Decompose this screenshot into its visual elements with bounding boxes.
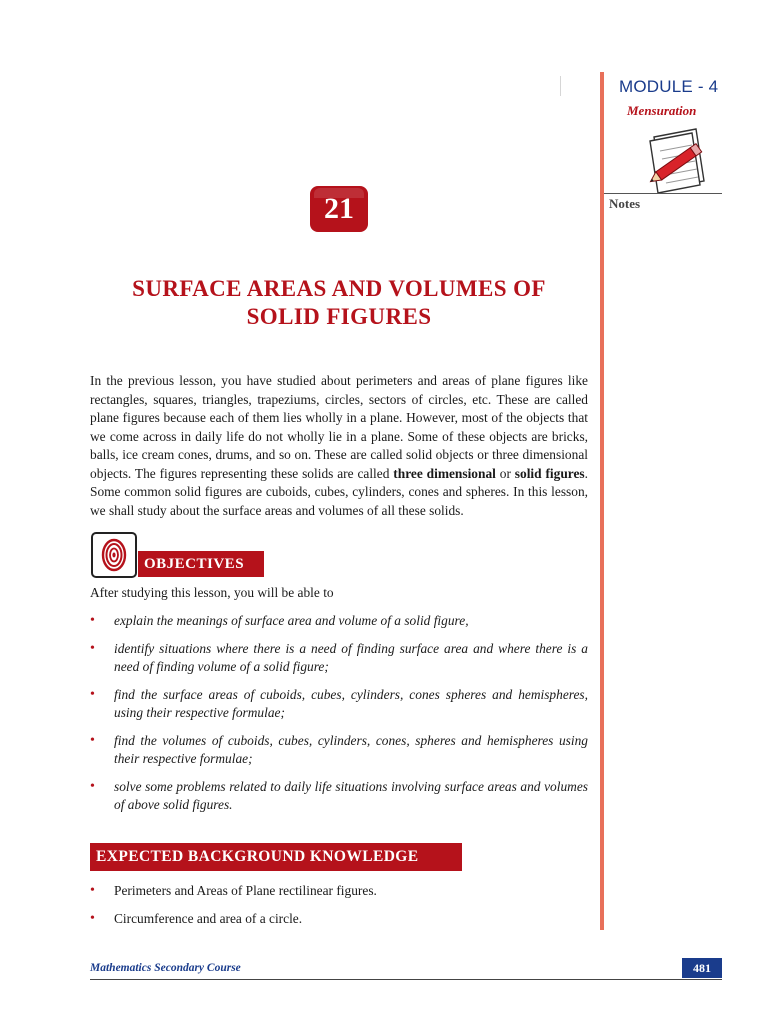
background-knowledge-list (90, 882, 588, 937)
chapter-title-line-1: SURFACE AREAS AND VOLUMES OF (132, 276, 546, 301)
subject-label: Mensuration (627, 103, 697, 118)
objectives-lead: After studying this lesson, you will be able to (90, 585, 334, 600)
notes-label: Notes (609, 196, 641, 211)
module-label: MODULE - 4 (619, 77, 719, 96)
header-tick-mark (560, 76, 561, 96)
intro-bold-2: solid figures (514, 465, 585, 481)
intro-text-1: In the previous lesson, you have studied about perimeters and areas of plane figures like rectangles, squares, triangles, trapeziums, circles, sectors of circles, etc. These are called plane figures because each of them lies wholly in a plane. However, most of the objects that we come across in daily life do not wholly lie in a plane. Some of these objects are bricks, balls, ice cream cones, drums, and so on. These are called solid objects or three dimensional objects. The figures representing these solids are called (90, 373, 588, 481)
chapter-title (90, 275, 588, 331)
intro-paragraph (90, 372, 588, 520)
chapter-number-badge: 21 (310, 186, 368, 232)
page-number: 481 (682, 958, 722, 978)
list-item: • Circumference and area of a circle. (90, 910, 588, 929)
footer-course-title: Mathematics Secondary Course (90, 962, 241, 974)
notebook-pencil-icon (640, 125, 722, 202)
badge-highlight (314, 188, 364, 198)
list-item: • Perimeters and Areas of Plane rectilinear figures. (90, 882, 588, 901)
footer-divider (90, 979, 722, 980)
list-item: • solve some problems related to daily life situations involving surface areas and volumes of above solid figures. (90, 778, 588, 815)
list-item: • identify situations where there is a need of finding surface area and where there is a need of finding volume of a solid figure; (90, 640, 588, 677)
margin-rule (600, 72, 604, 930)
intro-text-3: . Some common solid figures are cuboids, cubes, cylinders, cones and spheres. In this lesson, we shall study about the surface areas and volumes of all these solids. (90, 465, 588, 518)
intro-text-2: or (495, 465, 515, 481)
objectives-heading: OBJECTIVES (138, 551, 264, 577)
notes-divider (604, 193, 722, 194)
list-item: • explain the meanings of surface area and volume of a solid figure, (90, 612, 588, 631)
list-item: • find the surface areas of cuboids, cubes, cylinders, cones spheres and hemispheres, using their respective formulae; (90, 686, 588, 723)
chapter-title-line-2: SOLID FIGURES (246, 304, 432, 329)
intro-bold-1: three dimensional (393, 465, 496, 481)
target-icon (91, 532, 137, 578)
objectives-list (90, 612, 588, 824)
background-knowledge-heading: EXPECTED BACKGROUND KNOWLEDGE (90, 843, 462, 871)
list-item: • find the volumes of cuboids, cubes, cylinders, cones, spheres and hemispheres using their respective formulae; (90, 732, 588, 769)
